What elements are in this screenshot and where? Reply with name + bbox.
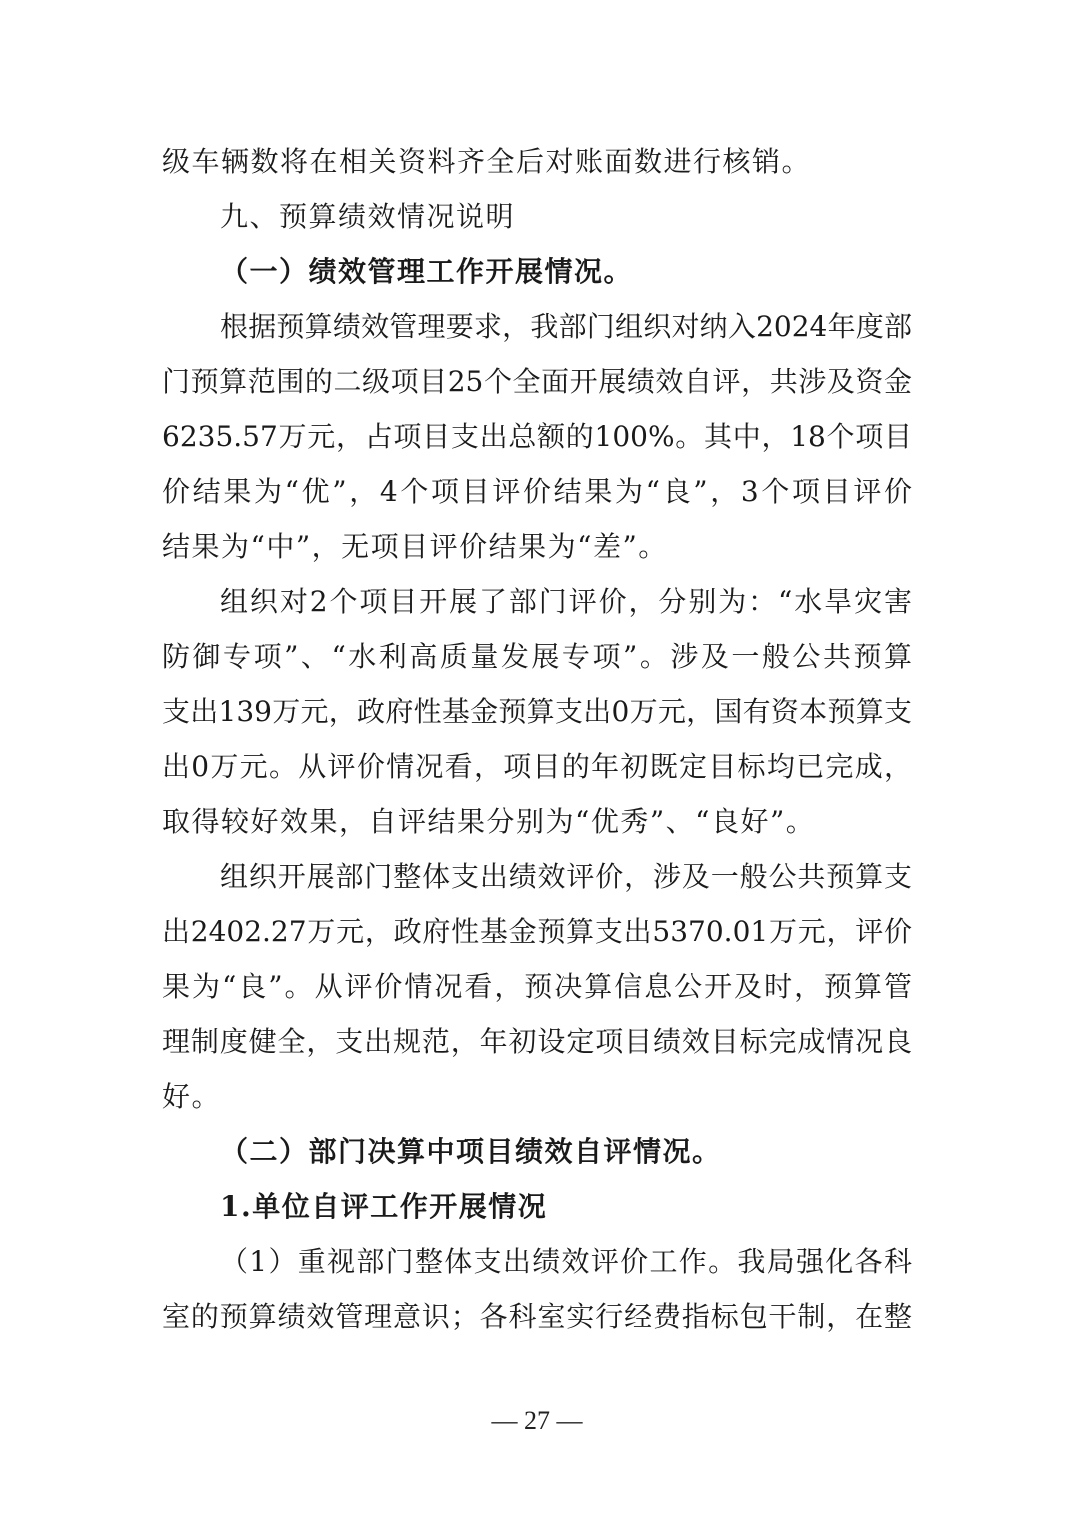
document-body [162, 134, 912, 1344]
section-heading: 九、预算绩效情况说明 [220, 200, 516, 233]
paragraph-line: 防御专项”、“水利高质量发展专项”。涉及一般公共预算 [162, 640, 912, 673]
paragraph-line: 理制度健全，支出规范，年初设定项目绩效目标完成情况良 [162, 1025, 912, 1058]
paragraph-line: 出2402.27万元，政府性基金预算支出5370.01万元，评价 [162, 915, 912, 948]
paragraph-line: 组织开展部门整体支出绩效评价，涉及一般公共预算支 [220, 860, 912, 893]
subsection-heading: （一）绩效管理工作开展情况。 [220, 255, 634, 288]
paragraph-line: 组织对2个项目开展了部门评价，分别为：“水旱灾害 [220, 585, 912, 618]
paragraph-line: 根据预算绩效管理要求，我部门组织对纳入2024年度部 [220, 310, 912, 343]
paragraph-line: 好。 [162, 1080, 222, 1113]
paragraph-line: 果为“良”。从评价情况看，预决算信息公开及时，预算管 [162, 970, 912, 1003]
page-number: — 27 — [491, 1406, 583, 1435]
item-heading: 1.单位自评工作开展情况 [220, 1190, 548, 1223]
paragraph-line: 级车辆数将在相关资料齐全后对账面数进行核销。 [162, 145, 812, 178]
paragraph-line: 取得较好效果，自评结果分别为“优秀”、“良好”。 [162, 805, 816, 838]
paragraph-line: 6235.57万元，占项目支出总额的100%。其中，18个项目 [162, 420, 912, 453]
paragraph-line: 价结果为“优”，4个项目评价结果为“良”，3个项目评价 [162, 475, 912, 508]
paragraph-line: 支出139万元，政府性基金预算支出0万元，国有资本预算支 [162, 695, 912, 728]
paragraph-line: 门预算范围的二级项目25个全面开展绩效自评，共涉及资金 [162, 365, 912, 398]
paragraph-line: 室的预算绩效管理意识；各科室实行经费指标包干制，在整 [162, 1300, 912, 1333]
paragraph-line: （1）重视部门整体支出绩效评价工作。我局强化各科 [220, 1245, 912, 1278]
paragraph-line: 出0万元。从评价情况看，项目的年初既定目标均已完成， [162, 750, 912, 783]
paragraph-line: 结果为“中”，无项目评价结果为“差”。 [162, 530, 668, 563]
subsection-heading: （二）部门决算中项目绩效自评情况。 [220, 1135, 722, 1168]
